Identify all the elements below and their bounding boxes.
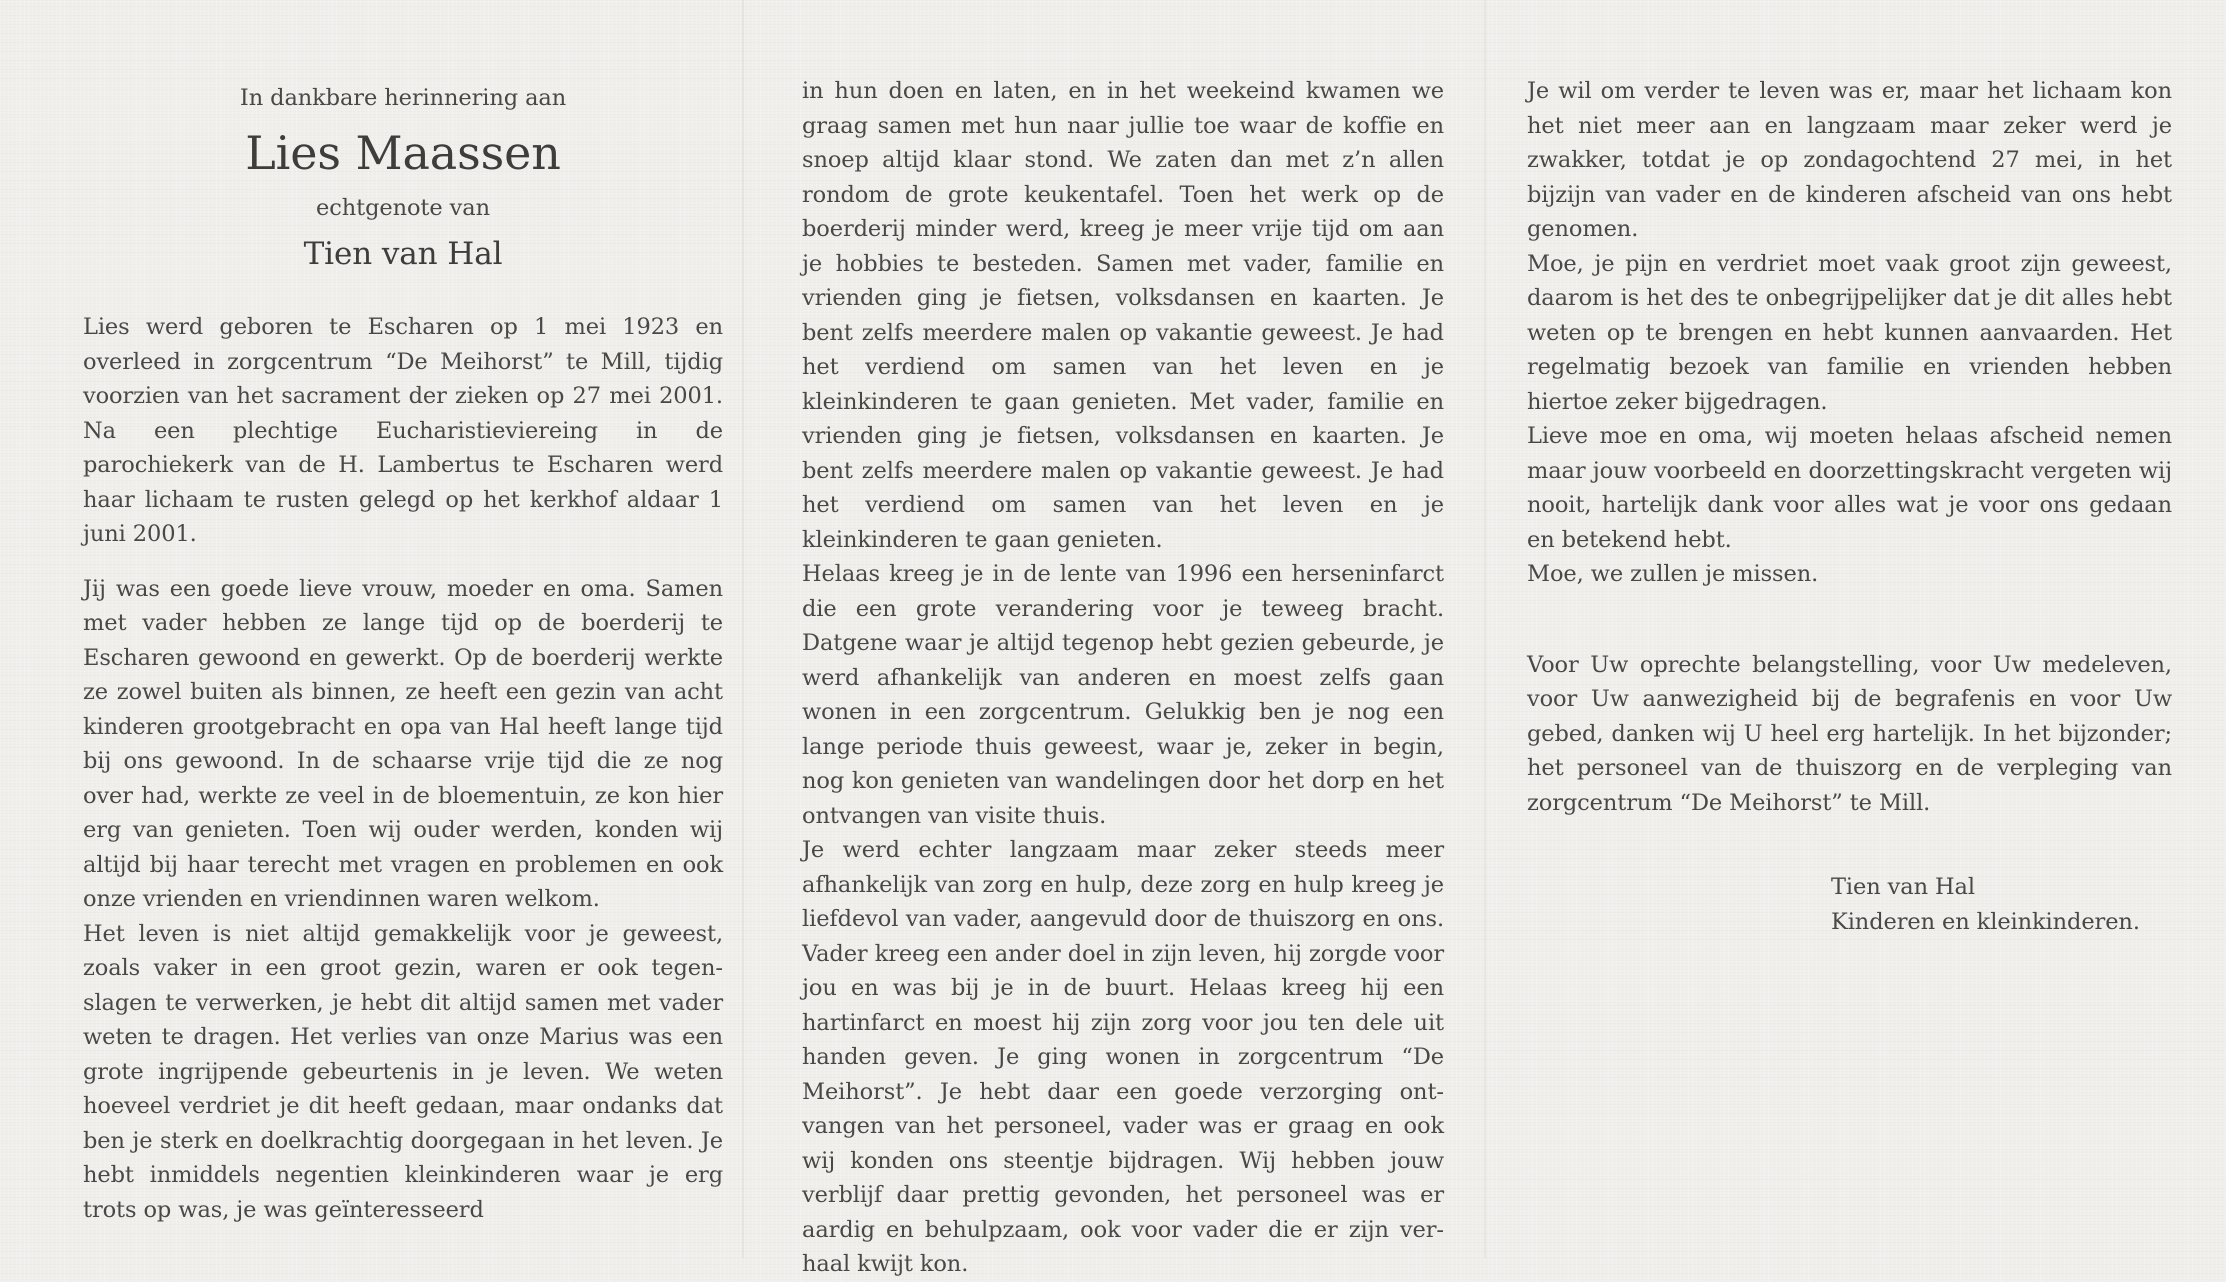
fold-line-left bbox=[742, 0, 744, 1258]
fold-line-right bbox=[1484, 0, 1486, 1258]
intro-text: In dankbare herinnering aan bbox=[239, 85, 567, 111]
signature-family: Kinderen en kleinkinderen. bbox=[1831, 908, 2140, 935]
memory-paragraph-7: Moe, je pijn en verdriet moet vaak groot zijn geweest, daarom is het des te onbegrijpelijker dat je dit alles hebt weten op te brengen en hebt kunnen aanvaarden. Het regelmatig bezoek van familie en vrienden hebben hiertoe zeker bijgedragen. bbox=[1527, 250, 2172, 415]
memory-paragraph-2: Het leven is niet altijd gemakkelijk voor je geweest, zoals vaker in een groot gezin, waren er ook tegenslagen te verwerken, je hebt dit altijd samen met vader weten te dragen. Het verlies van onze Marius was een grote ingrijpende gebeurtenis in je leven. We weten hoeveel verdriet je dit heeft gedaan, maar ondanks dat ben je sterk en doelkrachtig doorgegaan in het leven. Je hebt inmiddels negentien kleinkinderen waar je erg trots op was, je was geïnteresseerd bbox=[83, 920, 723, 1223]
deceased-name: Lies Maassen bbox=[245, 126, 561, 180]
memory-paragraph-4: Helaas kreeg je in de lente van 1996 een herseninfarct die een grote verandering voor je teweeg bracht. Datgene waar je altijd tegenop hebt gezien gebeurde, je werd afhankelijk van anderen en moest zelfs gaan wonen in een zorgcentrum. Gelukkig ben je nog een lange periode thuis geweest, waar je, zeker in begin, nog kon genieten van wandelingen door het dorp en het ontvangen van visite thuis. bbox=[802, 561, 1444, 829]
biography-paragraph: Lies werd geboren te Escharen op 1 mei 1923 en overleed in zorgcentrum “De Meihorst” te Mill, tijdig voorzien van het sacrament der zieken op 27 mei 2001. Na een plechtige Eucharistieviereing in de parochiekerk van de H. Lambertus te Escharen werd haar lichaam te rusten gelegd op het kerkhof aldaar 1 juni 2001. bbox=[83, 314, 723, 547]
memory-paragraph-3: in hun doen en laten, en in het weekeind kwamen we graag samen met hun naar jullie toe waar de koffie en snoep altijd klaar stond. We zaten dan met z’n allen rondom de grote keukentafel. Toen het werk op de boerderij minder werd, kreeg je meer vrije tijd om aan je hobbies te besteden. Samen met vader, familie en vrienden ging je fietsen, volksdansen en kaarten. Je bent zelfs meerdere malen op vakantie geweest. Je had het verdiend om samen van het leven en je kleinkinderen te gaan genieten. Met vader, familie en vrienden ging je fietsen, volksdansen en kaarten. Je bent zelfs meerdere malen op vakantie geweest. Je had het verdiend om samen van het leven en je kleinkinderen te gaan genieten. bbox=[802, 78, 1444, 553]
spouse-intro: echtgenote van bbox=[316, 195, 490, 221]
memory-paragraph-8: Lieve moe en oma, wij moeten helaas afscheid nemen maar jouw voorbeeld en doorzettingskracht vergeten wij nooit, hartelijk dank voor alles wat je voor ons gedaan en betekend hebt. bbox=[1527, 423, 2172, 553]
memory-paragraph-5: Je werd echter langzaam maar zeker steeds meer afhankelijk van zorg en hulp, deze zorg en hulp kreeg je liefdevol van vader, aangevuld door de thuiszorg en ons. Vader kreeg een ander doel in zijn leven, hij zorgde voor jou en was bij je in de buurt. Helaas kreeg hij een hartinfarct en moest hij zijn zorg voor jou ten dele uit handen geven. Je ging wonen in zorgcentrum “De Meihorst”. Je hebt daar een goede verzorging ontvangen van het personeel, vader was er graag en ook wij konden ons steentje bijdragen. Wij hebben jouw verblijf daar prettig gevonden, het personeel was er aardig en behulpzaam, ook voor vader die er zijn verhaal kwijt kon. bbox=[802, 837, 1444, 1277]
farewell-line: Moe, we zullen je missen. bbox=[1527, 561, 1819, 587]
thanks-paragraph: Voor Uw oprechte belangstelling, voor Uw medeleven, voor Uw aanwezigheid bij de begrafenis en voor Uw gebed, danken wij U heel erg hartelijk. In het bijzonder; het personeel van de thuiszorg en de verpleging van zorgcentrum “De Meihorst” te Mill. bbox=[1527, 651, 2172, 816]
spouse-name: Tien van Hal bbox=[303, 236, 503, 272]
column-middle bbox=[802, 78, 1444, 1282]
memory-paragraph-6: Je wil om verder te leven was er, maar het lichaam kon het niet meer aan en langzaam maar zeker werd je zwakker, totdat je op zondagochtend 27 mei, in het bijzijn van vader en de kinderen afscheid van ons hebt genomen. bbox=[1527, 78, 2172, 242]
column-left bbox=[83, 78, 723, 1227]
signature-spouse: Tien van Hal bbox=[1831, 874, 1975, 900]
memory-paragraph-1: Jij was een goede lieve vrouw, moeder en oma. Samen met vader hebben ze lange tijd op de boerderij te Escharen gewoond en gewerkt. Op de boerderij werkte ze zowel buiten als binnen, ze heeft een gezin van acht kinderen grootgebracht en opa van Hal heeft lange tijd bij ons gewoond. In de schaarse vrije tijd die ze nog over had, werkte ze veel in de bloementuin, ze kon hier erg van genieten. Toen wij ouder werden, konden wij altijd bij haar terecht met vragen en problemen en ook onze vrienden en vriendinnen waren welkom. bbox=[83, 575, 723, 912]
column-right bbox=[1527, 78, 2172, 939]
